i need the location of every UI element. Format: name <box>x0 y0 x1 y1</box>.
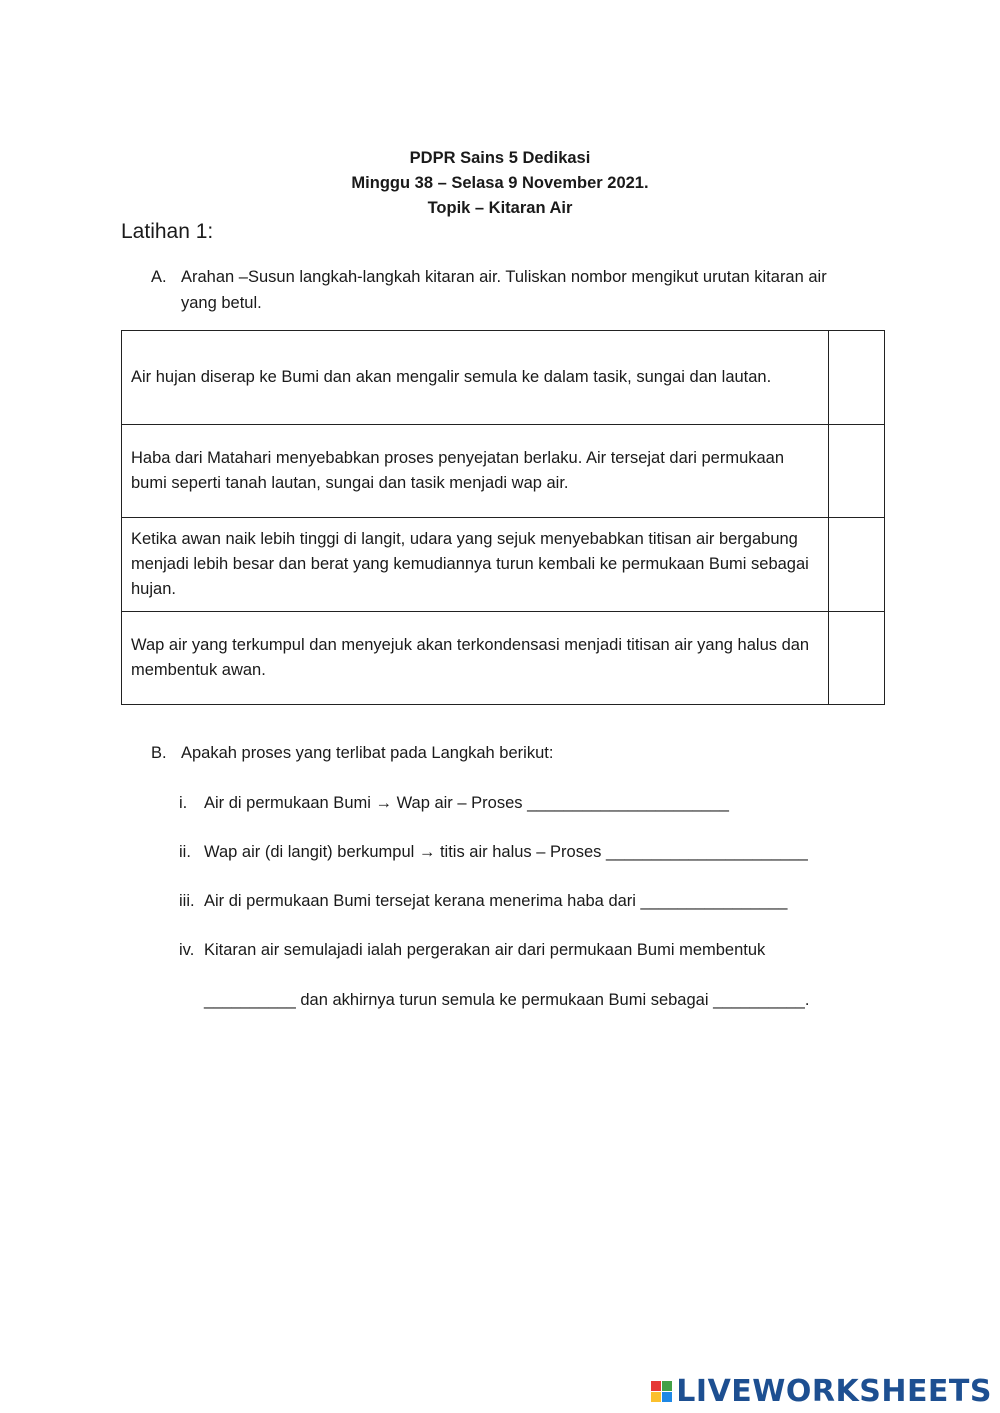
step-text: Ketika awan naik lebih tinggi di langit, udara yang sejuk menyebabkan titisan air bergabung menjadi lebih besar dan berat yang kemudiannya turun kembali ke permukaan Bumi sebagai hujan. <box>122 518 829 612</box>
table-row <box>122 518 885 612</box>
section-a-marker: A. <box>151 268 167 286</box>
logo-square-yellow <box>651 1392 661 1402</box>
step-text: Wap air yang terkumpul dan menyejuk akan terkondensasi menjadi titisan air yang halus dan membentuk awan. <box>122 612 829 705</box>
section-a-text: Arahan –Susun langkah-langkah kitaran air. Tuliskan nombor mengikut urutan kitaran air yang betul. <box>181 268 827 312</box>
section-a-instruction <box>151 264 851 316</box>
question-text: Wap air (di langit) berkumpul → titis air halus – Proses ______________________ <box>204 843 808 861</box>
logo-square-green <box>662 1381 672 1391</box>
answer-box[interactable] <box>829 425 885 518</box>
answer-box[interactable] <box>829 612 885 705</box>
question-number: ii. <box>179 843 191 861</box>
question-text: Air di permukaan Bumi tersejat kerana menerima haba dari ________________ <box>204 892 788 910</box>
step-text: Haba dari Matahari menyebabkan proses penyejatan berlaku. Air tersejat dari permukaan bumi seperti tanah lautan, sungai dan tasik menjadi wap air. <box>122 425 829 518</box>
question-continuation: __________ dan akhirnya turun semula ke permukaan Bumi sebagai __________. <box>204 991 810 1009</box>
question-number: iv. <box>179 941 195 959</box>
question-text: Air di permukaan Bumi → Wap air – Proses ______________________ <box>204 794 729 812</box>
table-row <box>122 425 885 518</box>
header-line-2: Minggu 38 – Selasa 9 November 2021. <box>351 174 649 192</box>
table-row <box>122 331 885 425</box>
worksheet-header <box>0 146 1000 221</box>
step-text: Air hujan diserap ke Bumi dan akan mengalir semula ke dalam tasik, sungai dan lautan. <box>122 331 829 425</box>
logo-square-blue <box>662 1392 672 1402</box>
liveworksheets-brand <box>651 1374 992 1409</box>
header-line-1: PDPR Sains 5 Dedikasi <box>409 149 591 167</box>
question-item <box>179 794 729 813</box>
question-item <box>179 843 808 862</box>
table-row <box>122 612 885 705</box>
brand-name: LIVEWORKSHEETS <box>676 1374 992 1409</box>
steps-table <box>121 330 885 705</box>
section-b-marker: B. <box>151 744 167 762</box>
question-text: Kitaran air semulajadi ialah pergerakan air dari permukaan Bumi membentuk <box>204 941 766 959</box>
question-number: i. <box>179 794 188 812</box>
question-item <box>179 892 787 911</box>
question-number: iii. <box>179 892 195 910</box>
section-b-text: Apakah proses yang terlibat pada Langkah berikut: <box>181 744 554 762</box>
header-line-3: Topik – Kitaran Air <box>427 199 573 217</box>
exercise-title: Latihan 1: <box>121 220 214 243</box>
answer-box[interactable] <box>829 331 885 425</box>
answer-box[interactable] <box>829 518 885 612</box>
liveworksheets-logo-icon <box>651 1381 672 1402</box>
logo-square-red <box>651 1381 661 1391</box>
question-item <box>179 941 765 960</box>
